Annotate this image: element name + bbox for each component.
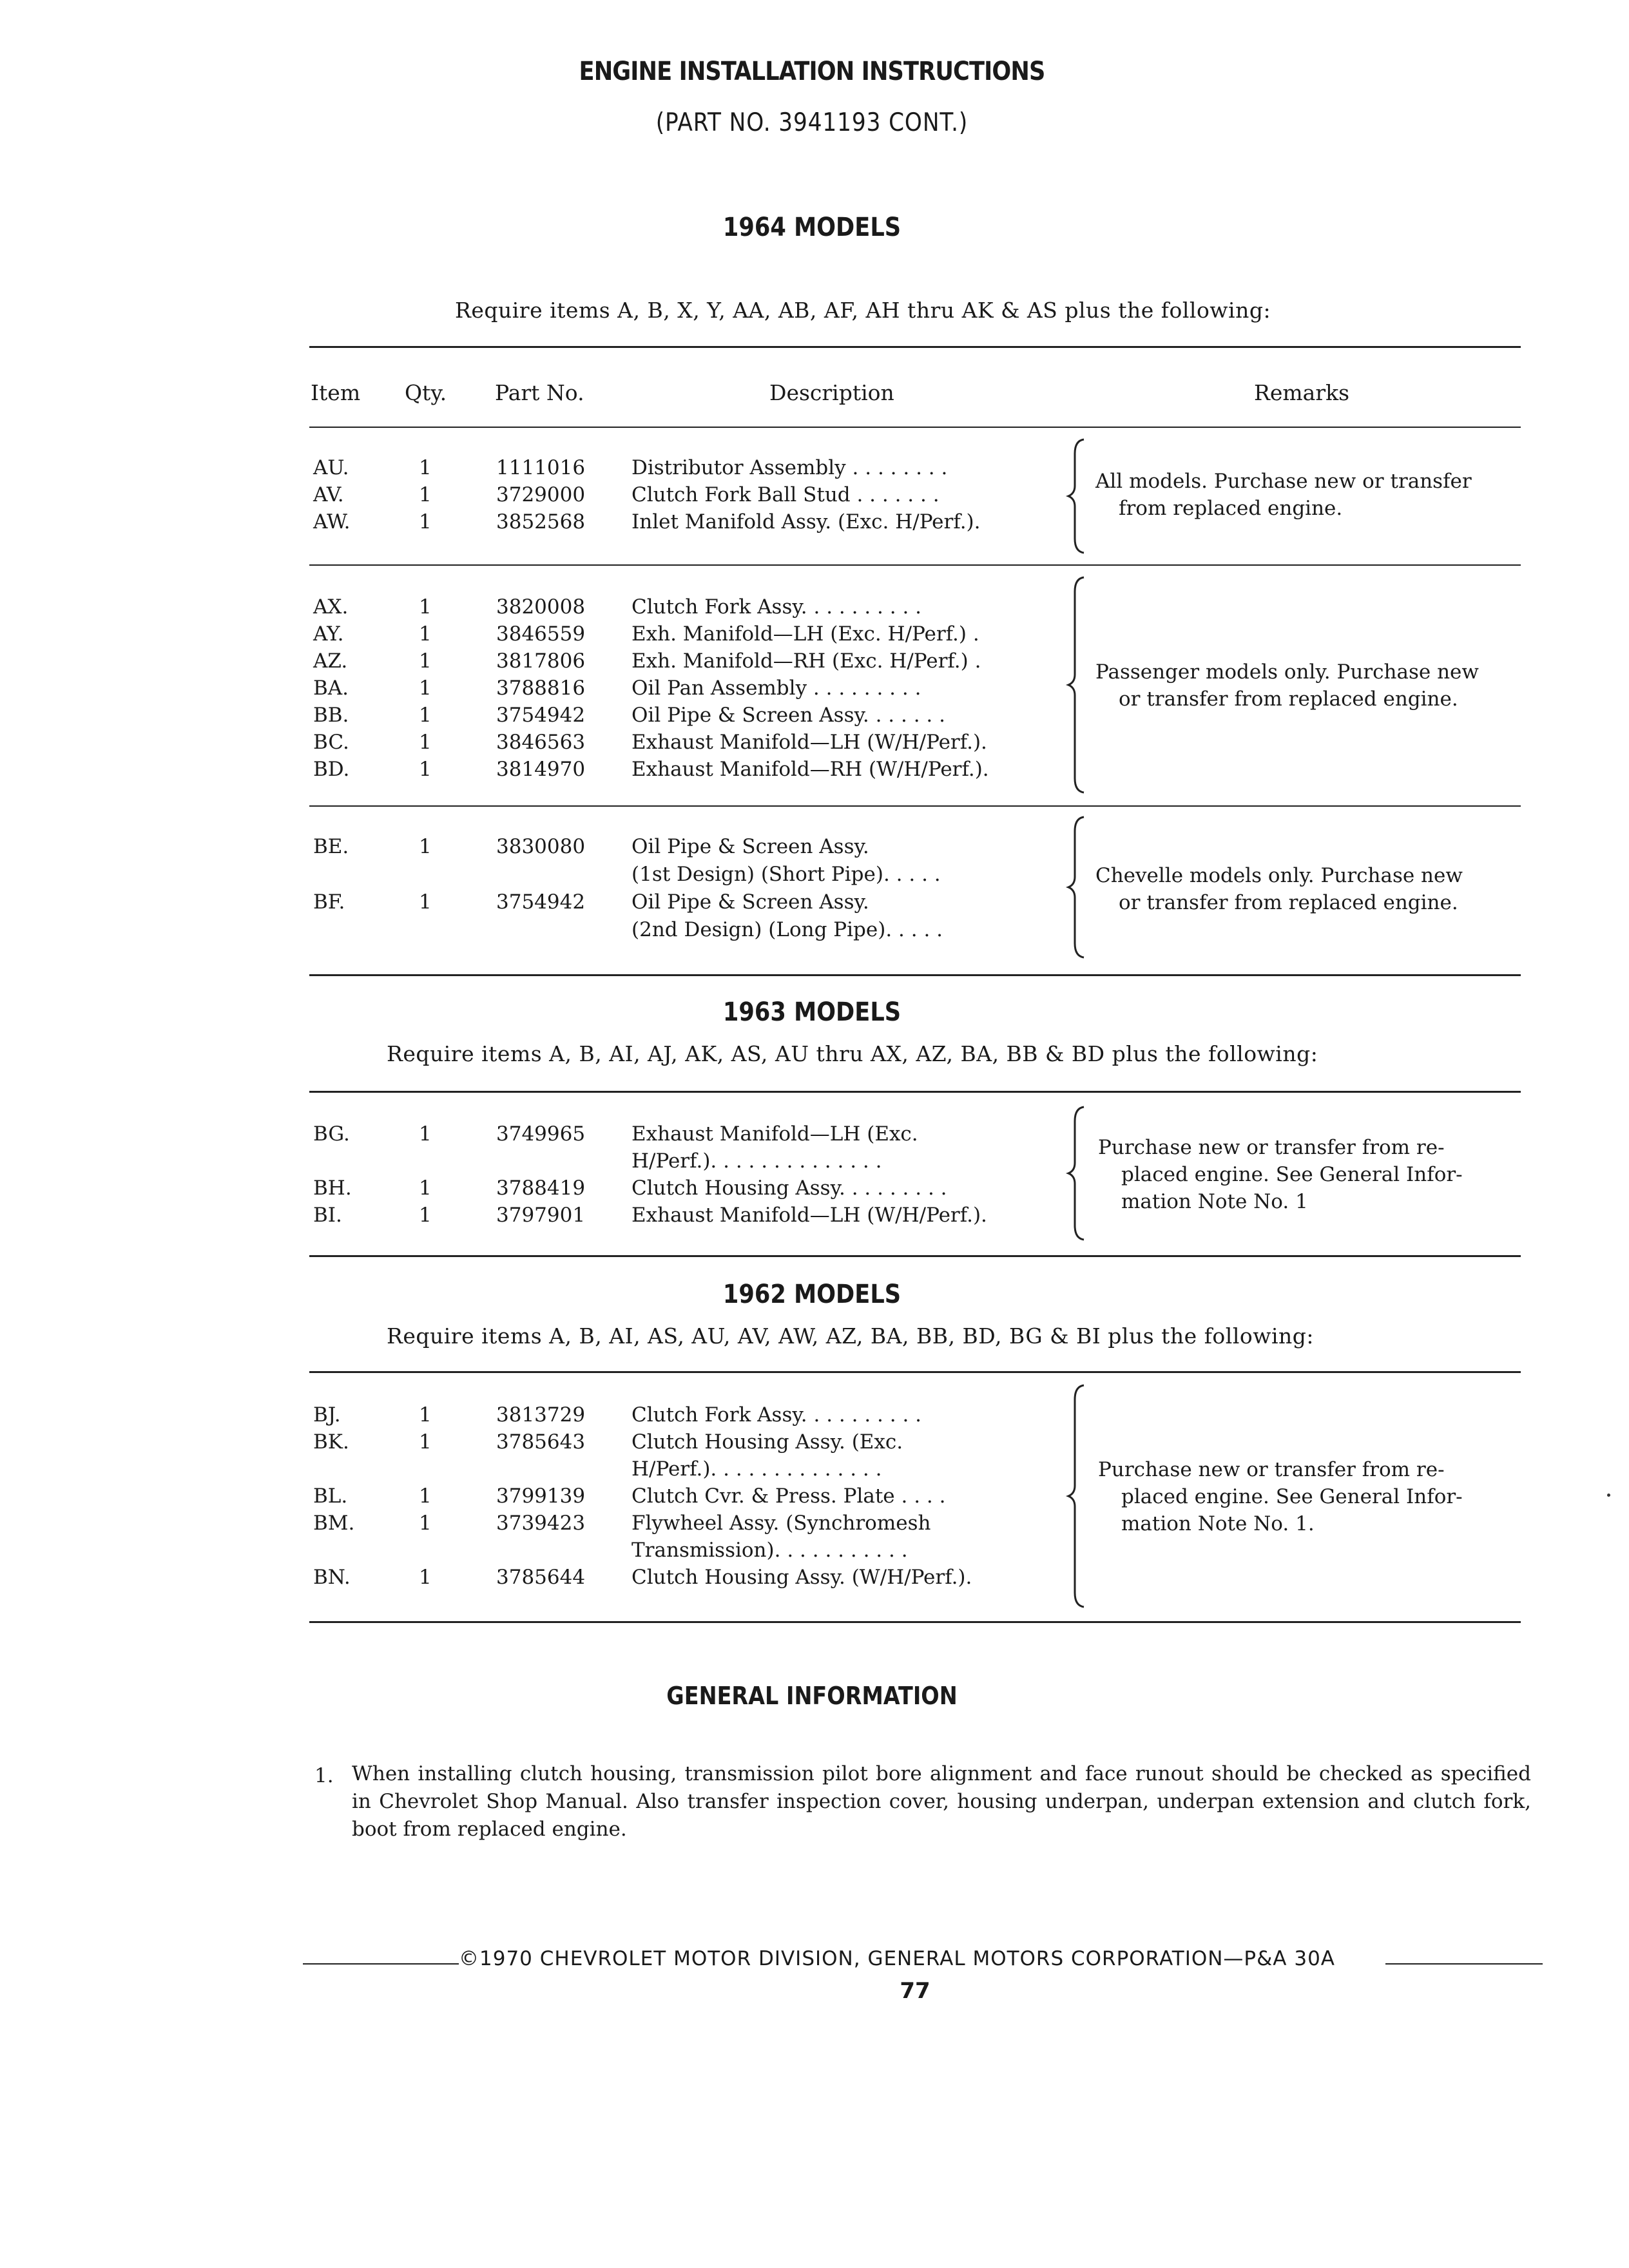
item-description: Exhaust Manifold—LH (W/H/Perf.). xyxy=(631,731,987,754)
item-qty: 1 xyxy=(419,677,432,700)
column-header-part-no: Part No. xyxy=(495,380,584,405)
part-number: 3820008 xyxy=(496,595,586,619)
item-qty: 1 xyxy=(419,622,432,646)
remark-line: All models. Purchase new or transfer xyxy=(1095,470,1472,493)
item-description: Oil Pipe & Screen Assy. xyxy=(631,890,869,914)
general-information-title: GENERAL INFORMATION xyxy=(666,1682,958,1710)
part-number: 3754942 xyxy=(496,704,586,727)
part-number: 3846559 xyxy=(496,622,586,646)
item-qty: 1 xyxy=(419,731,432,754)
page-subtitle: (PART NO. 3941193 CONT.) xyxy=(655,108,969,137)
item-code: AU. xyxy=(313,456,349,479)
item-code: BB. xyxy=(313,704,349,727)
note-text: When installing clutch housing, transmission pilot bore alignment and face runout should be checked as specified in Chevrolet Shop Manual. Also transfer inspection cover, housing underpan, underpan extension and clutch fork, boot from replaced engine. xyxy=(352,1762,1531,1841)
item-qty: 1 xyxy=(419,1403,432,1427)
table-top-rule xyxy=(309,1091,1521,1093)
part-number: 3788419 xyxy=(496,1177,586,1200)
item-code: AZ. xyxy=(313,649,348,673)
part-number: 3785643 xyxy=(496,1430,586,1454)
item-qty: 1 xyxy=(419,704,432,727)
item-description: Clutch Fork Assy. . . . . . . . . . xyxy=(631,595,921,619)
item-code: BI. xyxy=(313,1204,342,1227)
note-number: 1. xyxy=(314,1764,334,1787)
item-qty: 1 xyxy=(419,595,432,619)
part-number: 3739423 xyxy=(496,1512,586,1535)
item-code: AY. xyxy=(313,622,344,646)
item-code: BA. xyxy=(313,677,349,700)
table-top-rule xyxy=(309,346,1521,348)
item-description: Clutch Fork Ball Stud . . . . . . . xyxy=(631,483,940,506)
footer-rule-left xyxy=(303,1963,459,1965)
item-description: H/Perf.). . . . . . . . . . . . . . xyxy=(631,1149,882,1173)
part-number: 3852568 xyxy=(496,510,586,533)
item-description: H/Perf.). . . . . . . . . . . . . . xyxy=(631,1457,882,1481)
item-description: Oil Pan Assembly . . . . . . . . . xyxy=(631,677,921,700)
part-number: 3749965 xyxy=(496,1122,586,1146)
part-number: 3785644 xyxy=(496,1566,586,1589)
item-code: BL. xyxy=(313,1485,348,1508)
item-qty: 1 xyxy=(419,1566,432,1589)
remark-line: placed engine. See General Infor- xyxy=(1121,1485,1463,1508)
part-number: 3817806 xyxy=(496,649,586,673)
curly-brace xyxy=(1065,576,1090,794)
footer-rule-right xyxy=(1385,1963,1543,1965)
section-end-rule xyxy=(309,974,1521,976)
item-description: Inlet Manifold Assy. (Exc. H/Perf.). xyxy=(631,510,981,533)
table-top-rule xyxy=(309,1371,1521,1373)
curly-brace xyxy=(1065,438,1090,554)
remark-line: or transfer from replaced engine. xyxy=(1119,891,1458,914)
item-qty: 1 xyxy=(419,758,432,781)
curly-brace xyxy=(1065,1384,1090,1608)
scan-speck xyxy=(1607,1494,1610,1497)
item-description: Clutch Cvr. & Press. Plate . . . . xyxy=(631,1485,946,1508)
item-description: Exhaust Manifold—RH (W/H/Perf.). xyxy=(631,758,989,781)
part-number: 3729000 xyxy=(496,483,586,506)
section-end-rule xyxy=(309,1255,1521,1257)
column-header-remarks: Remarks xyxy=(1254,380,1350,405)
remark-line: Purchase new or transfer from re- xyxy=(1098,1136,1445,1159)
item-code: BM. xyxy=(313,1512,355,1535)
item-qty: 1 xyxy=(419,1177,432,1200)
remark-line: from replaced engine. xyxy=(1119,497,1343,520)
item-qty: 1 xyxy=(419,1512,432,1535)
item-qty: 1 xyxy=(419,1485,432,1508)
part-number: 3846563 xyxy=(496,731,586,754)
item-description: Clutch Housing Assy. (W/H/Perf.). xyxy=(631,1566,972,1589)
copyright-line: ©1970 CHEVROLET MOTOR DIVISION, GENERAL MOTORS CORPORATION—P&A 30A xyxy=(459,1947,1336,1970)
item-description: Transmission). . . . . . . . . . . xyxy=(631,1539,908,1562)
item-code: BD. xyxy=(313,758,350,781)
item-code: AV. xyxy=(313,483,344,506)
group-divider xyxy=(309,805,1521,807)
remark-line: Passenger models only. Purchase new xyxy=(1095,660,1479,684)
require-text-1963: Require items A, B, AI, AJ, AK, AS, AU thru AX, AZ, BA, BB & BD plus the following: xyxy=(387,1041,1318,1066)
part-number: 3814970 xyxy=(496,758,586,781)
item-code: BC. xyxy=(313,731,349,754)
item-code: BN. xyxy=(313,1566,351,1589)
header-bottom-rule xyxy=(309,427,1521,428)
item-description: Exhaust Manifold—LH (Exc. xyxy=(631,1122,918,1146)
item-description: (2nd Design) (Long Pipe). . . . . xyxy=(631,918,943,941)
remark-line: mation Note No. 1. xyxy=(1121,1512,1315,1535)
item-code: BE. xyxy=(313,835,349,858)
page-number: 77 xyxy=(900,1978,930,2004)
item-description: Oil Pipe & Screen Assy. xyxy=(631,835,869,858)
curly-brace xyxy=(1065,1106,1090,1241)
part-number: 3797901 xyxy=(496,1204,586,1227)
part-number: 3813729 xyxy=(496,1403,586,1427)
part-number: 3754942 xyxy=(496,890,586,914)
part-number: 3788816 xyxy=(496,677,586,700)
item-code: BJ. xyxy=(313,1403,341,1427)
page-title: ENGINE INSTALLATION INSTRUCTIONS xyxy=(579,57,1045,86)
item-description: Flywheel Assy. (Synchromesh xyxy=(631,1512,931,1535)
item-description: Clutch Housing Assy. (Exc. xyxy=(631,1430,903,1454)
item-qty: 1 xyxy=(419,483,432,506)
item-description: Clutch Housing Assy. . . . . . . . . xyxy=(631,1177,947,1200)
section-title-1964: 1964 MODELS xyxy=(722,213,901,242)
require-text-1964: Require items A, B, X, Y, AA, AB, AF, AH thru AK & AS plus the following: xyxy=(455,298,1271,323)
item-description: Exh. Manifold—LH (Exc. H/Perf.) . xyxy=(631,622,979,646)
remark-line: or transfer from replaced engine. xyxy=(1119,687,1458,711)
item-description: Oil Pipe & Screen Assy. . . . . . . xyxy=(631,704,945,727)
item-code: AW. xyxy=(313,510,351,533)
section-title-1962: 1962 MODELS xyxy=(722,1280,901,1309)
item-qty: 1 xyxy=(419,649,432,673)
item-qty: 1 xyxy=(419,835,432,858)
item-description: Exhaust Manifold—LH (W/H/Perf.). xyxy=(631,1204,987,1227)
column-header-item: Item xyxy=(311,380,361,405)
item-qty: 1 xyxy=(419,1122,432,1146)
item-qty: 1 xyxy=(419,890,432,914)
item-code: AX. xyxy=(313,595,349,619)
remark-line: placed engine. See General Infor- xyxy=(1121,1163,1463,1186)
item-description: (1st Design) (Short Pipe). . . . . xyxy=(631,863,941,886)
remark-line: Chevelle models only. Purchase new xyxy=(1095,864,1463,887)
item-qty: 1 xyxy=(419,510,432,533)
item-code: BH. xyxy=(313,1177,352,1200)
part-number: 3799139 xyxy=(496,1485,586,1508)
curly-brace xyxy=(1065,816,1090,959)
item-qty: 1 xyxy=(419,456,432,479)
group-divider xyxy=(309,564,1521,566)
part-number: 3830080 xyxy=(496,835,586,858)
section-title-1963: 1963 MODELS xyxy=(722,997,901,1027)
item-code: BG. xyxy=(313,1122,350,1146)
column-header-description: Description xyxy=(769,380,894,405)
item-qty: 1 xyxy=(419,1204,432,1227)
item-code: BK. xyxy=(313,1430,349,1454)
item-description: Distributor Assembly . . . . . . . . xyxy=(631,456,948,479)
remark-line: Purchase new or transfer from re- xyxy=(1098,1458,1445,1481)
part-number: 1111016 xyxy=(496,456,586,479)
item-description: Clutch Fork Assy. . . . . . . . . . xyxy=(631,1403,921,1427)
item-description: Exh. Manifold—RH (Exc. H/Perf.) . xyxy=(631,649,981,673)
item-code: BF. xyxy=(313,890,345,914)
item-qty: 1 xyxy=(419,1430,432,1454)
remark-line: mation Note No. 1 xyxy=(1121,1190,1308,1213)
section-end-rule xyxy=(309,1621,1521,1623)
column-header-qty: Qty. xyxy=(405,380,447,405)
require-text-1962: Require items A, B, AI, AS, AU, AV, AW, AZ, BA, BB, BD, BG & BI plus the following: xyxy=(387,1323,1315,1349)
